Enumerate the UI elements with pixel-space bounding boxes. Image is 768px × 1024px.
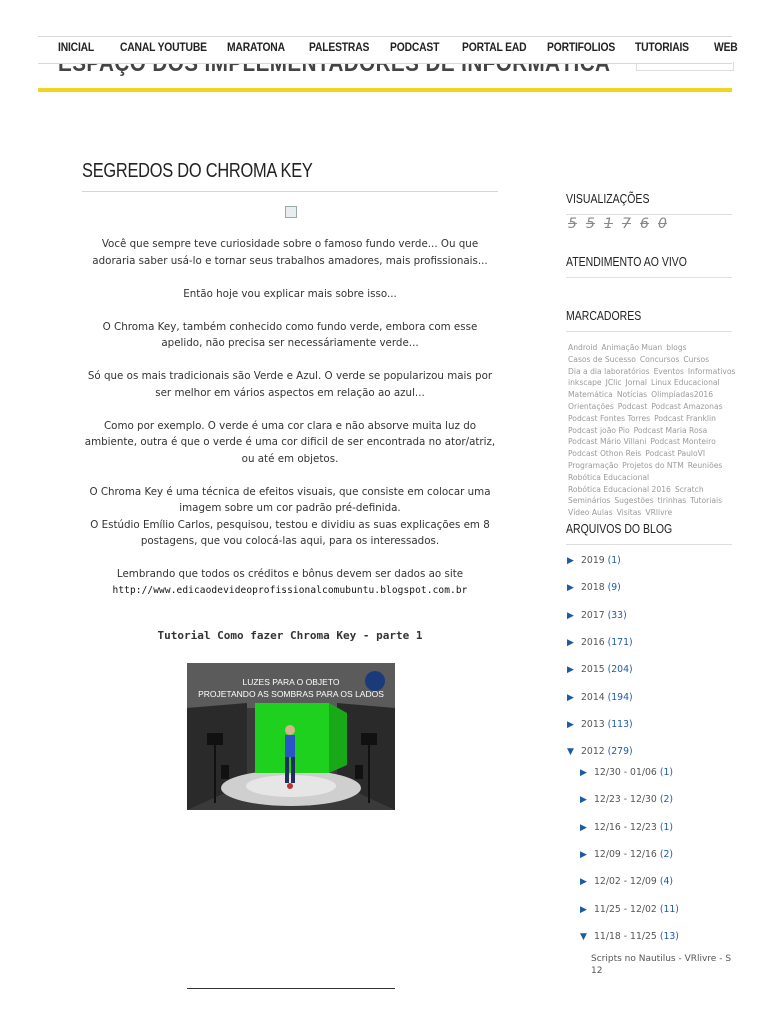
credits-text: Lembrando que todos os créditos e bônus devem ser dados ao site: [116, 568, 464, 580]
archive-year-2013[interactable]: [567, 719, 633, 730]
archive-count: (33): [607, 609, 627, 621]
nav-item-portal-ead[interactable]: PORTAL EAD: [462, 40, 527, 54]
label-row: [568, 389, 734, 401]
counter-digit: 6: [640, 216, 649, 232]
label-link[interactable]: Matemática: [568, 390, 613, 400]
collapse-arrow-icon[interactable]: ▼: [580, 931, 587, 942]
counter-digit: 0: [658, 216, 667, 232]
post-paragraph: Então hoje vou explicar mais sobre isso...: [183, 287, 397, 300]
broken-image-icon: [285, 206, 297, 218]
label-link[interactable]: Podcast Mário Villani: [568, 437, 647, 447]
label-link[interactable]: Informativos: [687, 366, 736, 376]
post-paragraph: O Chroma Key é uma técnica de efeitos visuais, que consiste em colocar uma imagem sobre um cor padrão pré-definida.: [89, 485, 491, 514]
sidebar-divider: [566, 277, 732, 278]
archive-count: (9): [607, 582, 621, 594]
counter-digit: 1: [604, 216, 613, 232]
label-row: [568, 484, 734, 496]
label-link[interactable]: Podcast Franklin: [654, 413, 716, 423]
label-row: [568, 448, 734, 460]
archive-count: (204): [607, 664, 633, 676]
label-link[interactable]: Eventos: [653, 366, 684, 376]
label-link[interactable]: Tutoriais: [690, 496, 723, 506]
archive-year-label[interactable]: 2019: [581, 555, 608, 566]
credits-link[interactable]: http://www.edicaodevideoprofissionalcomubuntu.blogspot.com.br: [112, 584, 468, 596]
header-accent-bar: [38, 88, 732, 92]
video-thumbnail[interactable]: [187, 663, 395, 810]
label-link[interactable]: Cursos: [683, 354, 710, 364]
archive-year-2015[interactable]: [567, 664, 633, 675]
expand-arrow-icon[interactable]: ▶: [580, 849, 587, 860]
label-link[interactable]: Podcast Maria Rosa: [633, 425, 708, 435]
archive-week[interactable]: [580, 822, 673, 833]
label-row: [568, 507, 734, 519]
label-link[interactable]: Robótica Educacional: [568, 472, 650, 482]
expand-arrow-icon[interactable]: ▶: [580, 822, 587, 833]
sidebar-divider: [566, 544, 732, 545]
archive-heading: ARQUIVOS DO BLOG: [566, 522, 673, 536]
archive-week-label[interactable]: 12/09 - 12/16: [594, 848, 660, 860]
label-link[interactable]: Podcast Monteiro: [650, 437, 716, 447]
archive-week-label[interactable]: 11/25 - 12/02: [594, 903, 660, 915]
expand-arrow-icon[interactable]: ▶: [580, 904, 587, 915]
archive-count: (171): [607, 636, 633, 648]
nav-item-inicial[interactable]: INICIAL: [58, 40, 95, 54]
label-link[interactable]: Visitas: [616, 508, 642, 518]
post-body: [82, 236, 498, 616]
archive-count: (1): [659, 821, 673, 833]
archive-count: (1): [659, 767, 673, 778]
archive-count: (2): [659, 848, 673, 860]
label-link[interactable]: Sugestões: [614, 496, 654, 506]
video-caption-line1: LUZES PARA O OBJETO: [242, 677, 340, 687]
counter-digit: 5: [586, 216, 595, 232]
label-link[interactable]: Notícias: [616, 390, 648, 400]
archive-week[interactable]: [580, 849, 673, 860]
views-counter: [567, 216, 668, 232]
archive-year-label[interactable]: 2017: [581, 609, 608, 621]
label-row: [568, 460, 734, 472]
label-row: [568, 342, 734, 354]
label-link[interactable]: Seminários: [568, 496, 611, 506]
post-title[interactable]: SEGREDOS DO CHROMA KEY: [82, 160, 313, 182]
label-row: [568, 472, 734, 484]
label-row: [568, 425, 734, 437]
archive-year-label[interactable]: 2016: [581, 636, 608, 648]
expand-arrow-icon[interactable]: ▶: [567, 665, 574, 676]
archive-year-2017[interactable]: [567, 610, 627, 621]
label-row: [568, 354, 734, 366]
live-support-heading: ATENDIMENTO AO VIVO: [566, 255, 687, 269]
expand-arrow-icon[interactable]: ▶: [567, 637, 574, 648]
archive-week-label[interactable]: 12/23 - 12/30: [594, 794, 660, 806]
video-caption-line2: PROJETANDO AS SOMBRAS PARA OS LADOS: [198, 689, 384, 699]
archive-week[interactable]: [580, 876, 673, 887]
archive-year-label[interactable]: 2013: [581, 718, 608, 730]
label-link[interactable]: tirinhas: [657, 496, 687, 506]
label-row: [568, 377, 734, 389]
counter-digit: 7: [622, 216, 631, 232]
content-divider: [187, 988, 395, 989]
label-link[interactable]: JClic: [605, 378, 622, 388]
archive-week-label[interactable]: 12/02 - 12/09: [594, 876, 660, 888]
label-link[interactable]: Podcast PauloVI: [645, 449, 706, 459]
label-link[interactable]: blogs: [666, 343, 687, 352]
expand-arrow-icon[interactable]: ▶: [580, 768, 587, 778]
label-link[interactable]: Jornal: [625, 378, 647, 388]
label-row: [568, 495, 734, 507]
archive-year-label[interactable]: 2015: [581, 664, 608, 676]
expand-arrow-icon[interactable]: ▶: [580, 795, 587, 806]
expand-arrow-icon[interactable]: ▶: [567, 556, 574, 566]
label-row: [568, 413, 734, 425]
nav-item-tutoriais[interactable]: TUTORIAIS: [635, 40, 689, 54]
archive-count: (113): [607, 718, 633, 730]
archive-year-2016[interactable]: [567, 637, 633, 648]
label-link[interactable]: Robótica Educacional 2016: [568, 484, 671, 494]
label-link[interactable]: Casos de Sucesso: [568, 354, 636, 364]
archive-week[interactable]: [580, 931, 679, 942]
expand-arrow-icon[interactable]: ▶: [580, 877, 587, 888]
archive-year-2014[interactable]: [567, 692, 633, 703]
label-link[interactable]: Olimpíadas2016: [651, 390, 714, 400]
nav-item-web[interactable]: WEB: [714, 40, 738, 54]
labels-cloud: [568, 342, 734, 519]
expand-arrow-icon[interactable]: ▶: [567, 719, 574, 730]
post-paragraph: O Estúdio Emílio Carlos, pesquisou, testou e dividiu as suas explicações em 8 postagens, que vou colocá-las aqui, para os interessados.: [90, 518, 490, 547]
post-paragraph: Como por exemplo. O verde é uma cor clara e não absorve muita luz do ambiente, outra é que o verde é uma cor dificil de ser encontrada no ator/atriz, ou até em objetos.: [84, 419, 496, 465]
label-row: [568, 366, 734, 378]
archive-week-label[interactable]: 12/16 - 12/23: [594, 821, 660, 833]
nav-item-portifolios[interactable]: PORTIFOLIOS: [547, 40, 616, 54]
collapse-arrow-icon[interactable]: ▼: [567, 747, 574, 758]
expand-arrow-icon[interactable]: ▶: [567, 583, 574, 594]
expand-arrow-icon[interactable]: ▶: [567, 610, 574, 621]
expand-arrow-icon[interactable]: ▶: [567, 692, 574, 703]
label-link[interactable]: Dia a dia laboratórios: [568, 366, 650, 376]
top-navigation: [38, 36, 738, 64]
archive-year-2018[interactable]: [567, 582, 621, 593]
archive-count: (13): [659, 930, 679, 942]
archive-year-label[interactable]: 2012: [581, 746, 608, 758]
label-link[interactable]: Concursos: [639, 354, 680, 364]
archive-year-label[interactable]: 2018: [581, 582, 608, 594]
title-divider: [82, 191, 498, 192]
archive-post-link[interactable]: Scripts no Nautilus - VRlivre - S 12: [591, 954, 732, 976]
nav-item-palestras[interactable]: PALESTRAS: [309, 40, 370, 54]
counter-digit: 5: [568, 216, 577, 232]
label-link[interactable]: Podcast Othon Reis: [568, 449, 642, 459]
nav-item-podcast[interactable]: PODCAST: [390, 40, 440, 54]
archive-count: (2): [659, 794, 673, 806]
label-link[interactable]: Scratch: [674, 484, 704, 494]
chroma-studio-image: [187, 663, 395, 810]
post-paragraph: Você que sempre teve curiosidade sobre o famoso fundo verde... Ou que adoraria saber usá-lo e tornar seus trabalhos amadores, mais profissionais...: [92, 238, 488, 267]
label-row: [568, 436, 734, 448]
labels-heading: MARCADORES: [566, 309, 642, 323]
archive-count: (11): [659, 903, 679, 915]
label-link[interactable]: Podcast joão Pio: [568, 425, 630, 435]
post-paragraph: O Chroma Key, também conhecido como fundo verde, embora com esse apelido, não precisa ser necessáriamente verde...: [102, 320, 478, 349]
sidebar-divider: [566, 331, 732, 332]
archive-count: (194): [607, 691, 633, 703]
label-link[interactable]: Programação: [568, 460, 619, 470]
nav-item-maratona[interactable]: MARATONA: [227, 40, 285, 54]
label-link[interactable]: Podcast: [617, 401, 648, 411]
label-link[interactable]: Projetos do NTM: [622, 460, 684, 470]
archive-week-label[interactable]: 12/30 - 01/06: [594, 767, 660, 778]
archive-week[interactable]: [580, 767, 673, 778]
label-link[interactable]: Reuniões: [687, 460, 723, 470]
archive-year-label[interactable]: 2014: [581, 691, 608, 703]
label-row: [568, 401, 734, 413]
archive-year-2012[interactable]: [567, 746, 633, 757]
label-link[interactable]: Podcast Fontes Torres: [568, 413, 651, 423]
label-link[interactable]: Vídeo Aulas: [568, 508, 613, 518]
archive-week[interactable]: [580, 904, 679, 915]
archive-week-label[interactable]: 11/18 - 11/25: [594, 930, 660, 942]
archive-count: (279): [607, 746, 633, 758]
views-heading: VISUALIZAÇÕES: [566, 192, 650, 206]
label-link[interactable]: Android: [568, 343, 598, 352]
archive-year-2019[interactable]: [567, 555, 621, 566]
label-link[interactable]: Orientações: [568, 401, 614, 411]
archive-count: (4): [659, 876, 673, 888]
label-link[interactable]: VRlivre: [645, 508, 673, 518]
video-title: Tutorial Como fazer Chroma Key - parte 1: [157, 629, 423, 642]
nav-item-canal-youtube[interactable]: CANAL YOUTUBE: [120, 40, 207, 54]
label-link[interactable]: Linux Educacional: [651, 378, 720, 388]
post-paragraph: Só que os mais tradicionais são Verde e Azul. O verde se popularizou mais por ser melhor em vários aspectos em relação ao azul...: [87, 370, 493, 399]
label-link[interactable]: Podcast Amazonas: [651, 401, 723, 411]
sidebar-divider: [566, 214, 732, 215]
label-link[interactable]: inkscape: [568, 378, 602, 388]
archive-count: (1): [607, 555, 621, 566]
label-link[interactable]: Animação Muan: [601, 343, 663, 352]
archive-week[interactable]: [580, 794, 673, 805]
